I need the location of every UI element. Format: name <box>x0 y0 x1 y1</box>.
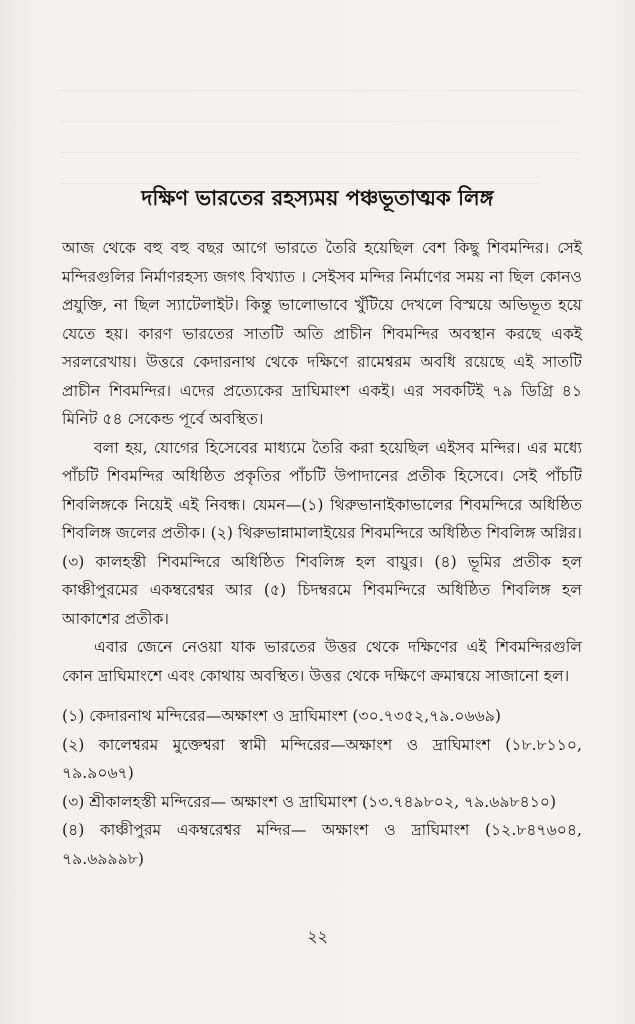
coordinates-list <box>62 702 582 873</box>
paragraph-five-lingas: বলা হয়, যোগের হিসেবের মাধ্যমে তৈরি করা হয়েছিল এইসব মন্দির। এর মধ্যে পাঁচটি শিবমন্দির অধিষ্ঠিত প্রকৃতির পাঁচটি উপাদানের প্রতীক হিসেবে। সেই পাঁচটি শিবলিঙ্গকে নিয়েই এই নিবন্ধ। যেমন—(১) থিরুভানাইকাভালের শিবমন্দিরে অধিষ্ঠিত শিবলিঙ্গ জলের প্রতীক। (২) থিরুভান্নামালাইয়ের শিবমন্দিরে অধিষ্ঠিত শিবলিঙ্গ অগ্নির। (৩) কালহস্তী শিবমন্দিরে অধিষ্ঠিত শিবলিঙ্গ হল বায়ুর। (৪) ভূমির প্রতীক হল কাঞ্চীপুরমের একম্বরেশ্বর আর (৫) চিদম্বরমে শিবমন্দিরে অধিষ্ঠিত শিবলিঙ্গ হল আকাশের প্রতীক। <box>62 438 582 628</box>
page-number: ২২ <box>307 927 328 946</box>
bleed-through-texture <box>60 60 600 184</box>
article-title: দক্ষিণ ভারতের রহস্যময় পঞ্চভূতাত্মক লিঙ্গ <box>141 185 494 210</box>
paragraph-coordinates-intro: এবার জেনে নেওয়া যাক ভারতের উত্তর থেকে দক্ষিণের এই শিবমন্দিরগুলি কোন দ্রাঘিমাংশে এবং কোথায় অবস্থিত। উত্তর থেকে দক্ষিণে ক্রমান্বয়ে সাজানো হল। <box>62 638 582 685</box>
coordinate-item: (৩) শ্রীকালহস্তী মন্দিরের— অক্ষাংশ ও দ্রাঘিমাংশ (১৩.৭৪৯৮০২, ৭৯.৬৯৮৪১০) <box>62 792 557 811</box>
article-body <box>62 234 582 873</box>
coordinate-item: (২) কালেশ্বরম মুক্তেশ্বরা স্বামী মন্দিরের—অক্ষাংশ ও দ্রাঘিমাংশ (১৮.৮১১০, ৭৯.৯০৬৭) <box>62 735 582 782</box>
paragraph-intro: আজ থেকে বহু বহু বছর আগে ভারতে তৈরি হয়েছিল বেশ কিছু শিবমন্দির। সেই মন্দিরগুলির নির্মাণরহস্য জগৎ বিখ্যাত । সেইসব মন্দির নির্মাণের সময় না ছিল কোনও প্রযুক্তি, না ছিল স্যাটেলাইট। কিন্তু ভালোভাবে খুঁটিয়ে দেখলে বিস্ময়ে অভিভূত হয়ে যেতে হয়। কারণ ভারতের সাতটি অতি প্রাচীন শিবমন্দির অবস্থান করছে একই সরলরেখায়। উত্তরে কেদারনাথ থেকে দক্ষিণে রামেশ্বরম অবধি রয়েছে এই সাতটি প্রাচীন শিবমন্দির। এদের প্রত্যেকের দ্রাঘিমাংশ একই। এর সবকটিই ৭৯ ডিগ্রি ৪১ মিনিট ৫৪ সেকেন্ড পূর্বে অবস্থিত। <box>62 239 582 428</box>
coordinate-item: (৪) কাঞ্চীপুরম একম্বরেশ্বর মন্দির— অক্ষাংশ ও দ্রাঘিমাংশ (১২.৮৪৭৬০৪, ৭৯.৬৯৯৯৮) <box>62 821 582 868</box>
coordinate-item: (১) কেদারনাথ মন্দিরের—অক্ষাংশ ও দ্রাঘিমাংশ (৩০.৭৩৫২,৭৯.০৬৬৯) <box>62 707 501 725</box>
